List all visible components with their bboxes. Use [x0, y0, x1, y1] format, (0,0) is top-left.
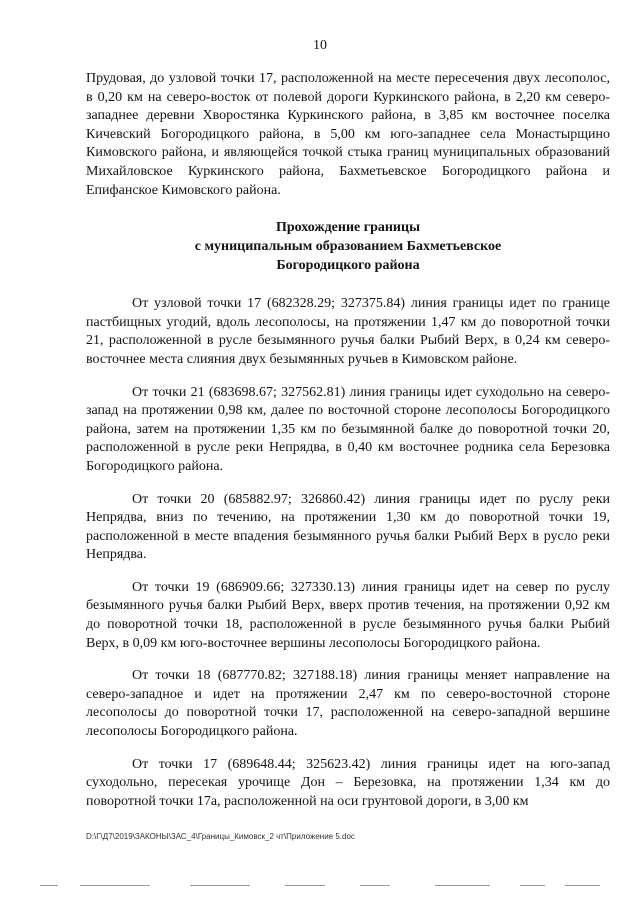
paragraph-point-17-second: От точки 17 (689648.44; 325623.42) линия границы идет на юго-запад суходольно, пересекая урочище Дон – Березовка, на протяжении 1,34 км до поворотной точки 17а, расположенной на оси грунтовой дороги, в 3,00 км — [86, 756, 610, 809]
section-heading — [86, 218, 610, 275]
intro-paragraph: Прудовая, до узловой точки 17, расположенной на месте пересечения двух лесополос, в 0,20 км на северо-восток от полевой дороги Куркинского района, в 2,20 км северо-западнее деревни Хворостянка Куркинского района, в 3,85 км восточнее поселка Кичевский Богородицкого района, в 5,00 км юго-западнее села Монастырщино Кимовского района, и являющейся точкой стыка границ муниципальных образований Михайловское Куркинского района, Бахметьевское Богородицкого района и Епифанское Кимовского района. — [86, 71, 610, 198]
paragraph-point-21: От точки 21 (683698.67; 327562.81) линия границы идет суходольно на северо-запад на протяжении 0,98 км, далее по восточной стороне лесополосы Богородицкого района, затем на протяжении 1,35 км по безымянной балке до поворотной точки 20, расположенной в русле реки Непрядва, в 0,40 км восточнее родника села Березовка Богородицкого района. — [86, 384, 610, 474]
page-number: 10 — [313, 38, 327, 53]
paragraph-point-17: От узловой точки 17 (682328.29; 327375.84) линия границы идет по границе пастбищных угодий, вдоль лесополосы, на протяжении 1,47 км до поворотной точки 21, расположенной в русле безымянного ручья балки Рыбий Верх, в 0,24 км северо-восточнее места слияния двух безымянных ручьев в Кимовском районе. — [86, 296, 610, 367]
heading-line-1: Прохождение границы — [275, 220, 420, 236]
paragraph-point-19: От точки 19 (686909.66; 327330.13) линия границы идет на север по руслу безымянного ручья балки Рыбий Верх, вверх против течения, на протяжении 0,92 км до поворотной точки 18, расположенной в русле безымянного ручья балки Рыбий Верх, в 0,09 км юго-восточнее вершины лесополосы Богородицкого района. — [86, 579, 610, 651]
scan-edge-marks — [40, 884, 600, 888]
paragraph-point-20: От точки 20 (685882.97; 326860.42) линия границы идет по руслу реки Непрядва, вниз по течению, на протяжении 1,30 км до поворотной точки 19, расположенной в месте впадения безымянного ручья балки Рыбий Верх в русло реки Непрядва. — [86, 491, 610, 563]
document-body — [86, 70, 610, 825]
paragraph-point-18: От точки 18 (687770.82; 327188.18) линия границы меняет направление на северо-западное и идет на протяжении 2,47 км по северо-восточной стороне лесополосы до поворотной точки 17, расположенной на северо-западной вершине лесополосы Богородицкого района. — [86, 668, 610, 740]
footer-file-path: D:\Г\Д7\2019\ЗАКОНЫ\ЗАС_4\Границы_Кимовск_2 чт\Приложение 5.doc — [86, 832, 355, 841]
heading-line-2: с муниципальным образованием Бахметьевское — [194, 239, 502, 255]
heading-line-3: Богородицкого района — [276, 258, 420, 274]
